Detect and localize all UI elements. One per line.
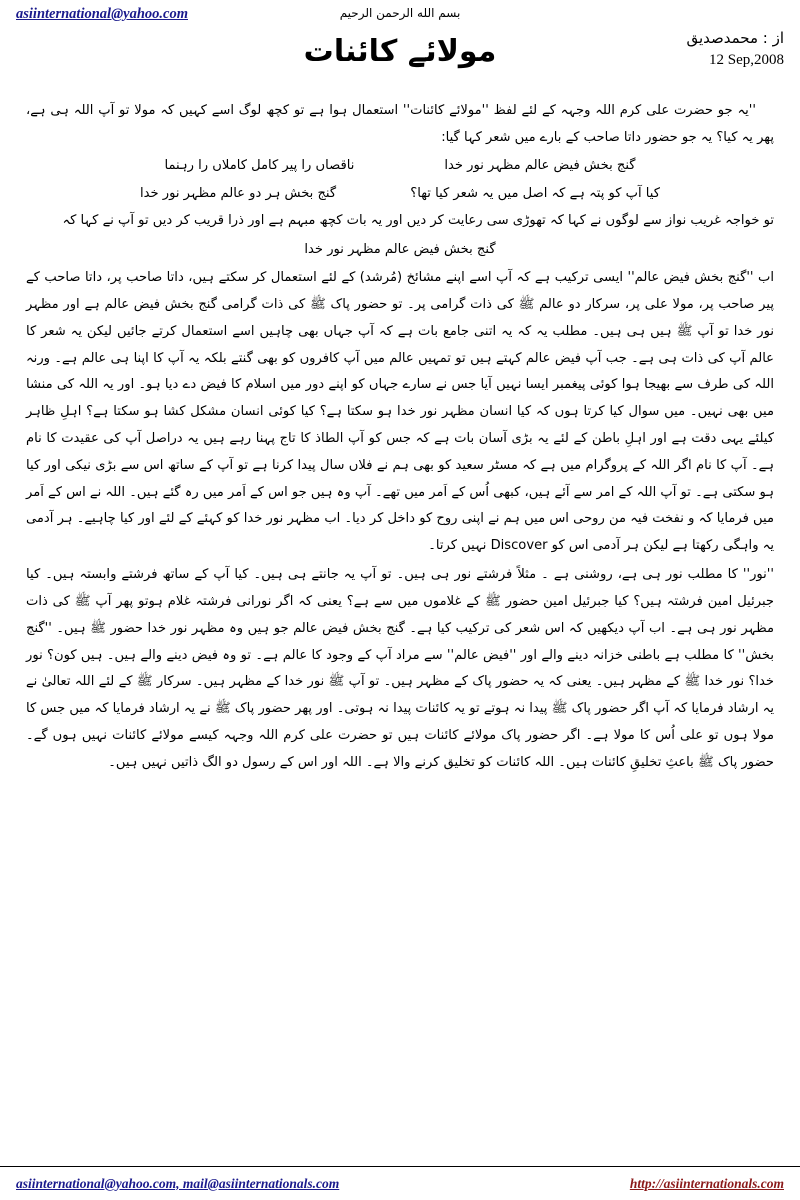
paragraph-2: تو خواجہ غریب نواز سے لوگوں نے کہا کہ تھوڑی سی رعایت کر دیں اور یہ بات کچھ مبہم ہے اور ذرا قریب کر دیں تو آپ نے کہا کہ	[62, 213, 774, 229]
document-date: 12 Sep,2008	[709, 51, 784, 68]
question-line-1-text: کیا آپ کو پتہ ہے کہ اصل میں یہ شعر کیا تھا؟	[410, 185, 660, 201]
author-name: از : محمدصدیق	[686, 29, 784, 47]
couplet-1	[26, 154, 774, 179]
verse-line-center: گنج بخش فیض عالم مظہر نور خدا	[304, 242, 496, 258]
bismillah-line: بسم الله الرحمن الرحیم	[339, 6, 461, 20]
author-date-block	[686, 28, 784, 72]
document-body	[0, 92, 800, 777]
footer-website-url[interactable]: http://asiinternationals.com	[629, 1175, 784, 1191]
question-line-1-verse: گنج بخش ہر دو عالم مظہر نور خدا	[140, 185, 337, 201]
question-line-1	[26, 181, 774, 208]
couplet-1-hemistich-1: گنج بخش فیض عالم مظہر نور خدا	[444, 157, 636, 173]
document-header	[0, 0, 800, 92]
paragraph-3: اب ''گنج بخش فیض عالم'' ایسی ترکیب ہے کہ آپ اسے اپنے مشائخ (مُرشد) کے لئے استعمال کر سکتے ہیں، داتا صاحب پر، داتا صاحب کے پیر صاحب پر، مولا علی پر، سرکار دو عالم ﷺ کی ذات گرامی پر۔ تو حضور پاک ﷺ کی ذات گرامی گنج بخش فیض عالم ہے اور مظہر نور خدا تو آپ ﷺ ہیں ہی ہیں۔ مطلب یہ کہ یہ اتنی جامع بات ہے کہ آپ جہاں بھی چاہیں اسے استعمال کرتے جائیں لیکن یہ شعر کا عالم آپ کی ذات ہی ہے۔ جب آپ فیض عالم کہتے ہیں تو تمہیں عالم میں آپ کافروں کو بھی گنتے بلکہ یہ آپ کا اپنا ہی عالم ہے۔ ورنہ اللہ کی طرف سے بھیجا ہوا کوئی پیغمبر ایسا نہیں آیا جس نے سارے جہاں کو اپنے دور میں اسلام کا فیض دے دیا ہو۔ اور یہ اللہ کی منشا میں بھی نہیں۔ میں سوال کیا کرتا ہوں کہ کیا انسان مظہر نور خدا ہو سکتا ہے؟ کیا کوئی انسان مشکل کشا ہو سکتا ہے؟ اہلِ ظاہر کیلئے یہی دقت ہے اور اہلِ باطن کے لئے یہ بڑی آسان بات ہے کہ جس کو آپ الطاذ کا تاج پہنا رہے ہیں یہ دراصل آپ کی عقیدت کا نام ہے۔ آپ کا نام اگر اللہ کے پروگرام میں ہے کہ مسٹر سعید کو بھی ہم نے فلاں سال پیدا کرنا ہے تو آپ کے ساتھ اس سے بڑی نیکی اور کیا ہو سکتی ہے۔ تو آپ اللہ کے امر سے آئے ہیں، کبھی اُس کے اَمر میں تھے۔ آپ وہ ہیں جو اس کے اَمر میں رہ گئے ہیں۔ اللہ نے اس کے اَمر میں فرمایا کہ و نفخت فیہ من روحی اس میں ہم نے اپنی روح کو داخل کر دیا۔ اب مظہر نور خدا کو کہئے کے لئے اور کیا چاہیے۔ ہر آدمی یہ واہگی رکھتا ہے لیکن ہر آدمی اس کو Discover نہیں کرتا۔	[26, 270, 774, 554]
paragraph-1: ''یہ جو حضرت علی کرم اللہ وجہہ کے لئے لفظ ''مولائے کائنات'' استعمال ہوا ہے تو کچھ لوگ اسے کہیں کہ مولا تو آپ اللہ ہی ہے، پھر یہ کیا؟ یہ جو حضور داتا صاحب کے بارے میں شعر کہا گیا:	[26, 103, 774, 145]
header-email[interactable]: asiinternational@yahoo.com	[16, 6, 188, 22]
paragraph-4: ''نور'' کا مطلب نور ہی ہے، روشنی ہے ۔ مثلاً فرشتے نور ہی ہیں۔ تو آپ یہ جانتے ہی ہیں۔ کیا آپ کے ساتھ فرشتے وابستہ ہیں۔ کیا جبرئیل امین فرشتہ ہیں؟ کیا جبرئیل امین حضور ﷺ کے غلاموں میں سے ہے؟ یعنی کہ اگر نورانی فرشتہ غلام ہوتو پھر آپ ﷺ کی ذات مظہر نور ہی ہے۔ اب آپ دیکھیں کہ اس شعر کی ترکیب کیا ہے۔ گنج بخش فیض عالم جو ہیں وہ مظہر نور خدا حضور ﷺ ہیں۔ ''گنج بخش'' کا مطلب ہے باطنی خزانہ دینے والے اور ''فیض عالم'' سے مراد آپ کے وجود کا عالم ہے۔ تو وہ فیض دینے والے ہیں۔ ہیں کون؟ نور خدا؟ نور خدا ﷺ کے مظہر ہیں۔ یعنی کہ یہ حضور پاک کے مظہر ہیں۔ تو آپ ﷺ نور خدا کے مظہر ہیں۔ سرکار ﷺ کے لئے اللہ تعالیٰ نے یہ ارشاد فرمایا کہ آپ اگر حضور پاک ﷺ پیدا نہ ہوتے تو یہ کائنات پیدا نہ ہوتی۔ اور پھر حضور پاک ﷺ نے یہ ارشاد فرمایا کہ میں جس کا مولا ہوں تو علی اُس کا مولا ہے۔ اگر حضور پاک مولائے کائنات ہیں تو حضرت علی کرم اللہ وجہہ کیسے مولائے کائنات نہیں ہوں گے۔ حضور پاک ﷺ باعثِ تخلیقِ کائنات ہیں۔ اللہ کائنات کو تخلیق کرنے والا ہے۔ اللہ اور اس کے رسول دو الگ ذاتیں نہیں ہیں۔	[26, 567, 774, 770]
couplet-1-hemistich-2: ناقصاں را پیر کامل کاملاں را رہنما	[164, 157, 355, 173]
document-footer	[0, 1166, 800, 1200]
footer-email-addresses[interactable]: asiinternational@yahoo.com, mail@asiinternationals.com	[16, 1175, 340, 1191]
page-title: مولائے کائنات	[303, 34, 497, 69]
